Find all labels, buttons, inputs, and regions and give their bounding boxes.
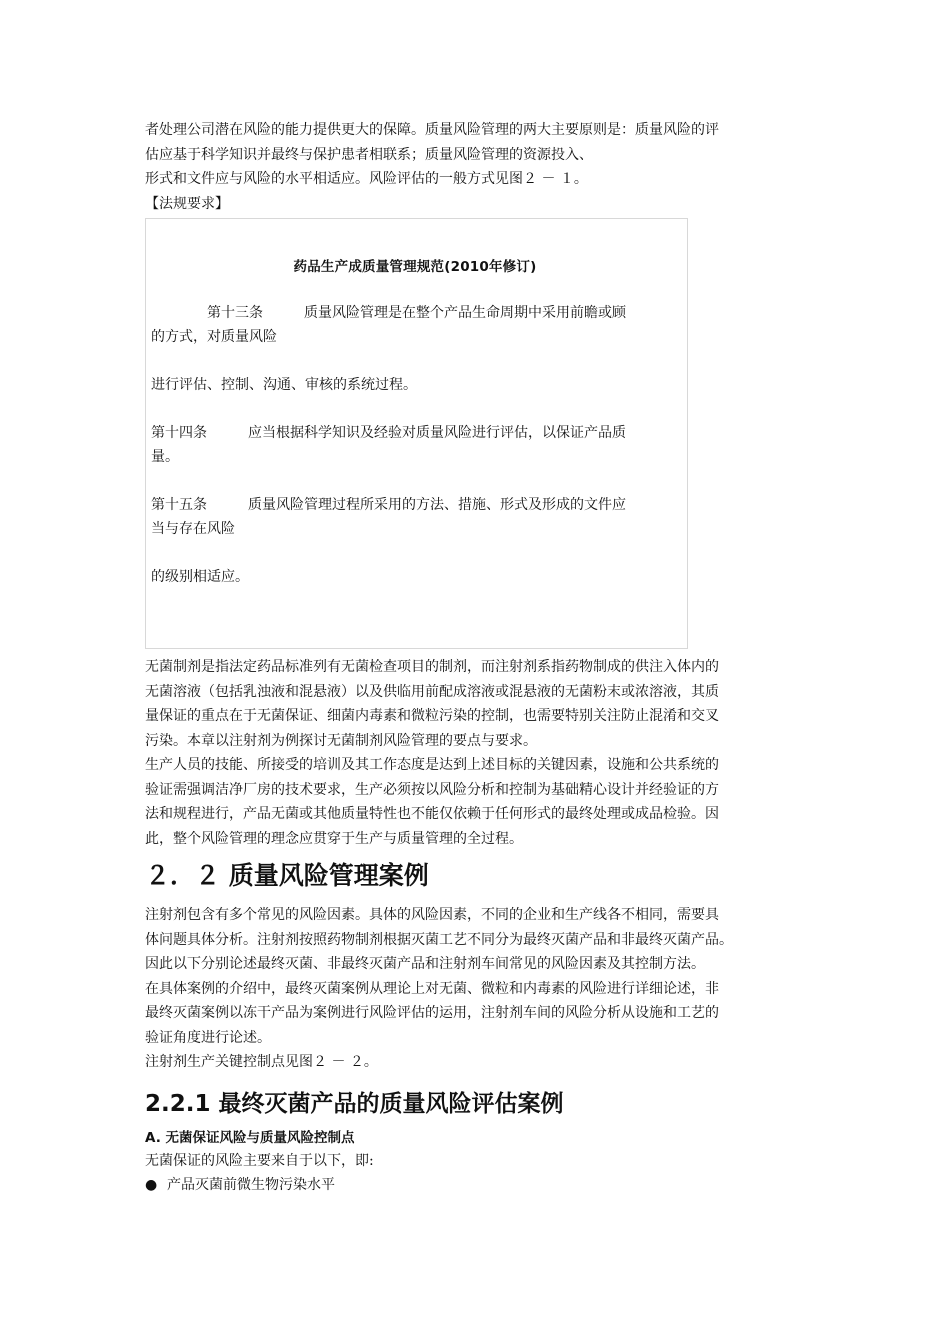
para1-line-8: 此，整个风险管理的理念应贯穿于生产与质量管理的全过程。	[145, 830, 523, 847]
section-2-2-1-heading: 2.2.1 最终灭菌产品的质量风险评估案例	[145, 1090, 564, 1117]
regulation-label: 【法规要求】	[145, 195, 229, 212]
para1-line-7: 法和规程进行，产品无菌或其他质量特性也不能仅依赖于任何形式的最终处理或成品检验。因	[145, 806, 719, 822]
article-15-text-1: 质量风险管理过程所采用的方法、措施、形式及形成的文件应	[248, 497, 626, 513]
article-14	[151, 421, 679, 445]
article-13-text-1: 质量风险管理是在整个产品生命周期中采用前瞻或顾	[304, 305, 626, 321]
section22-line-7: 注射剂生产关键控制点见图２ － ２。	[145, 1054, 378, 1070]
section22-line-2: 体问题具体分析。注射剂按照药物制剂根据灭菌工艺不同分为最终灭菌产品和非最终灭菌产品。	[145, 931, 733, 948]
section-2-2-heading: ２．２ 质量风险管理案例	[145, 861, 429, 890]
list-item-text: 产品灭菌前微生物污染水平	[167, 1177, 335, 1193]
para1-line-1: 无菌制剂是指法定药品标准列有无菌检查项目的制剂，而注射剂系指药物制成的供注入体内的	[145, 659, 719, 675]
list-item	[145, 1173, 810, 1197]
para1-line-5: 生产人员的技能、所接受的培训及其工作态度是达到上述目标的关键因素，设施和公共系统的	[145, 757, 719, 773]
article-14-label: 第十四条	[151, 425, 207, 441]
sterility-intro: 无菌保证的风险主要来自于以下，即:	[145, 1152, 374, 1169]
article-13-text-3: 进行评估、控制、沟通、审核的系统过程。	[151, 377, 417, 393]
para1-line-3: 量保证的重点在于无菌保证、细菌内毒素和微粒污染的控制，也需要特别关注防止混淆和交叉	[145, 708, 719, 724]
article-13-text-2: 的方式，对质量风险	[151, 329, 277, 345]
regulation-box	[145, 218, 688, 649]
article-13-label: 第十三条	[207, 305, 263, 321]
para1-line-2: 无菌溶液（包括乳浊液和混悬液）以及供临用前配成溶液或混悬液的无菌粉末或浓溶液，其质	[145, 683, 719, 700]
intro-line-1: 者处理公司潜在风险的能力提供更大的保障。质量风险管理的两大主要原则是：质量风险的评	[145, 122, 719, 138]
article-15	[151, 493, 679, 517]
document-page	[145, 118, 810, 1197]
section22-line-3: 因此以下分别论述最终灭菌、非最终灭菌产品和注射剂车间常见的风险因素及其控制方法。	[145, 956, 705, 972]
article-14-text-2: 量。	[151, 449, 179, 465]
para1-line-6: 验证需强调洁净厂房的技术要求，生产必须按以风险分析和控制为基础精心设计并经验证的方	[145, 781, 719, 798]
article-14-text-1: 应当根据科学知识及经验对质量风险进行评估，以保证产品质	[248, 425, 626, 441]
intro-line-2: 估应基于科学知识并最终与保护患者相联系；质量风险管理的资源投入、	[145, 146, 593, 163]
intro-line-3: 形式和文件应与风险的水平相适应。风险评估的一般方式见图２ － １。	[145, 171, 588, 187]
para1-line-4: 污染。本章以注射剂为例探讨无菌制剂风险管理的要点与要求。	[145, 732, 537, 749]
section22-line-4: 在具体案例的介绍中，最终灭菌案例从理论上对无菌、微粒和内毒素的风险进行详细论述，非	[145, 980, 719, 997]
regulation-title: 药品生产成质量管理规范(2010年修订)	[293, 259, 537, 275]
section22-line-5: 最终灭菌案例以冻干产品为案例进行风险评估的运用，注射剂车间的风险分析从设施和工艺的	[145, 1005, 719, 1021]
subsection-a-heading: A. 无菌保证风险与质量风险控制点	[145, 1129, 355, 1146]
article-15-label: 第十五条	[151, 497, 207, 513]
section22-line-6: 验证角度进行论述。	[145, 1029, 271, 1046]
bullet-icon: ●	[145, 1177, 158, 1193]
article-15-text-3: 的级别相适应。	[151, 569, 249, 585]
article-13	[151, 301, 679, 325]
section22-line-1: 注射剂包含有多个常见的风险因素。具体的风险因素，不同的企业和生产线各不相同，需要具	[145, 907, 719, 923]
article-15-text-2: 当与存在风险	[151, 521, 235, 537]
